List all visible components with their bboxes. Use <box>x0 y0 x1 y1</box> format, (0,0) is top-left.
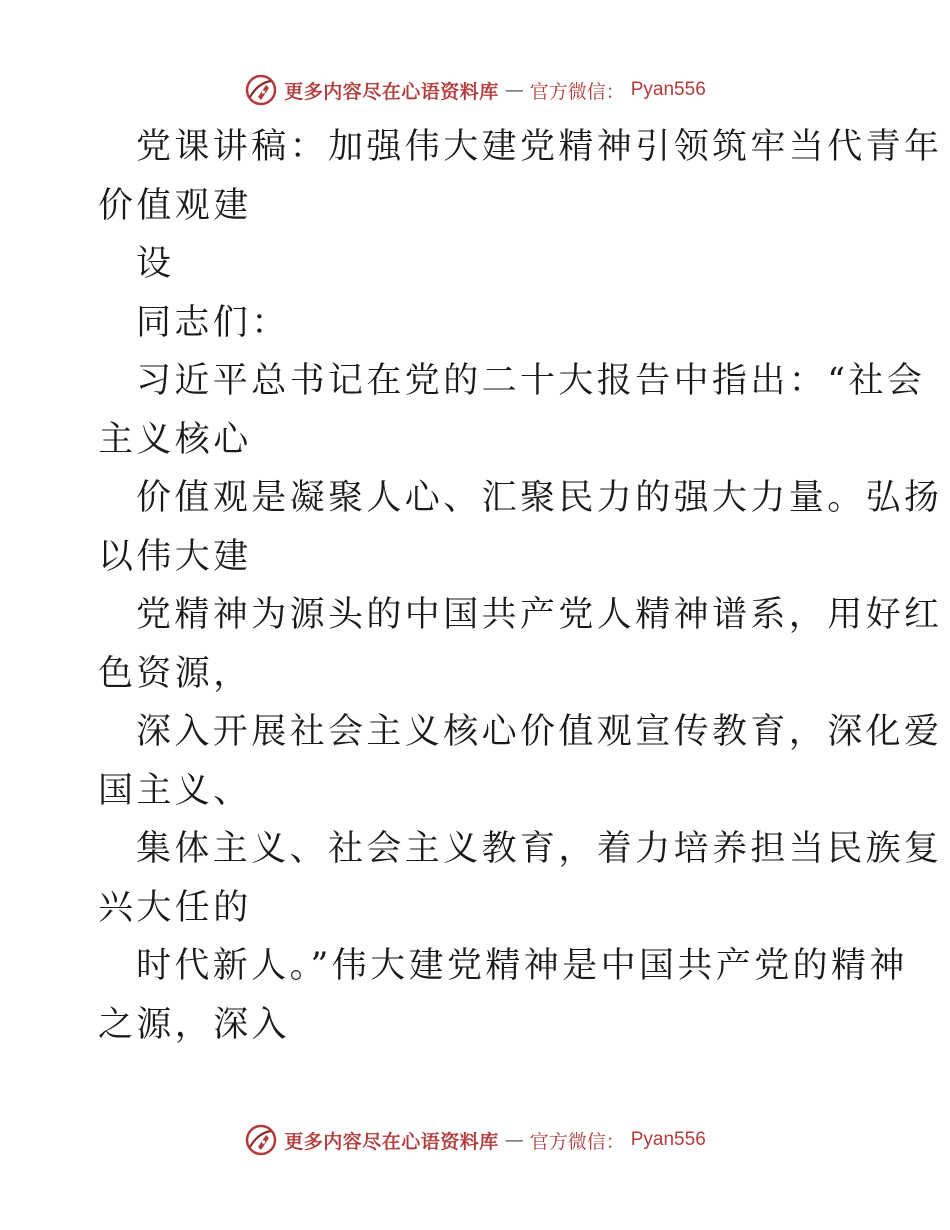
header-separator: — <box>504 79 524 101</box>
paragraph-line: 以伟大建 <box>98 536 252 577</box>
paragraph-line: 集体主义、社会主义教育，着力培养担当民族复 <box>136 829 943 869</box>
paragraph-line: 时代新人。”伟大建党精神是中国共产党的精神 <box>136 946 908 986</box>
footer-site-text: 更多内容尽在心语资料库 <box>284 1130 499 1153</box>
pen-nib-circle-icon <box>244 1123 278 1157</box>
pen-nib-circle-icon <box>244 73 278 107</box>
title-line-1: 党课讲稿：加强伟大建党精神引领筑牢当代青年 <box>136 127 943 167</box>
paragraph-line: 党精神为源头的中国共产党人精神谱系，用好红 <box>136 595 943 635</box>
header-site-text: 更多内容尽在心语资料库 <box>284 80 499 103</box>
salutation-line: 同志们： <box>136 302 290 343</box>
paragraph-line: 价值观是凝聚人心、汇聚民力的强大力量。弘扬 <box>136 478 943 518</box>
paragraph-line: 国主义、 <box>98 770 252 811</box>
title-line-2: 价值观建 <box>98 185 252 226</box>
paragraph-line: 色资源， <box>98 653 252 694</box>
paragraph-line: 主义核心 <box>98 419 252 460</box>
header-contact-label: 官方微信： <box>529 80 625 103</box>
paragraph-line: 兴大任的 <box>98 887 252 928</box>
footer-banner <box>0 1120 950 1160</box>
paragraph-line: 习近平总书记在党的二十大报告中指出：“社会 <box>136 361 926 401</box>
paragraph-line: 之源，深入 <box>98 1004 291 1045</box>
header-contact-id: Pyan556 <box>630 79 706 100</box>
document-body <box>98 118 943 1054</box>
footer-separator: — <box>504 1129 524 1151</box>
footer-contact-id: Pyan556 <box>630 1129 706 1150</box>
footer-contact-label: 官方微信： <box>529 1130 625 1153</box>
header-banner <box>0 70 950 110</box>
paragraph-line: 深入开展社会主义核心价值观宣传教育，深化爱 <box>136 712 943 752</box>
title-line-3: 设 <box>136 244 175 284</box>
